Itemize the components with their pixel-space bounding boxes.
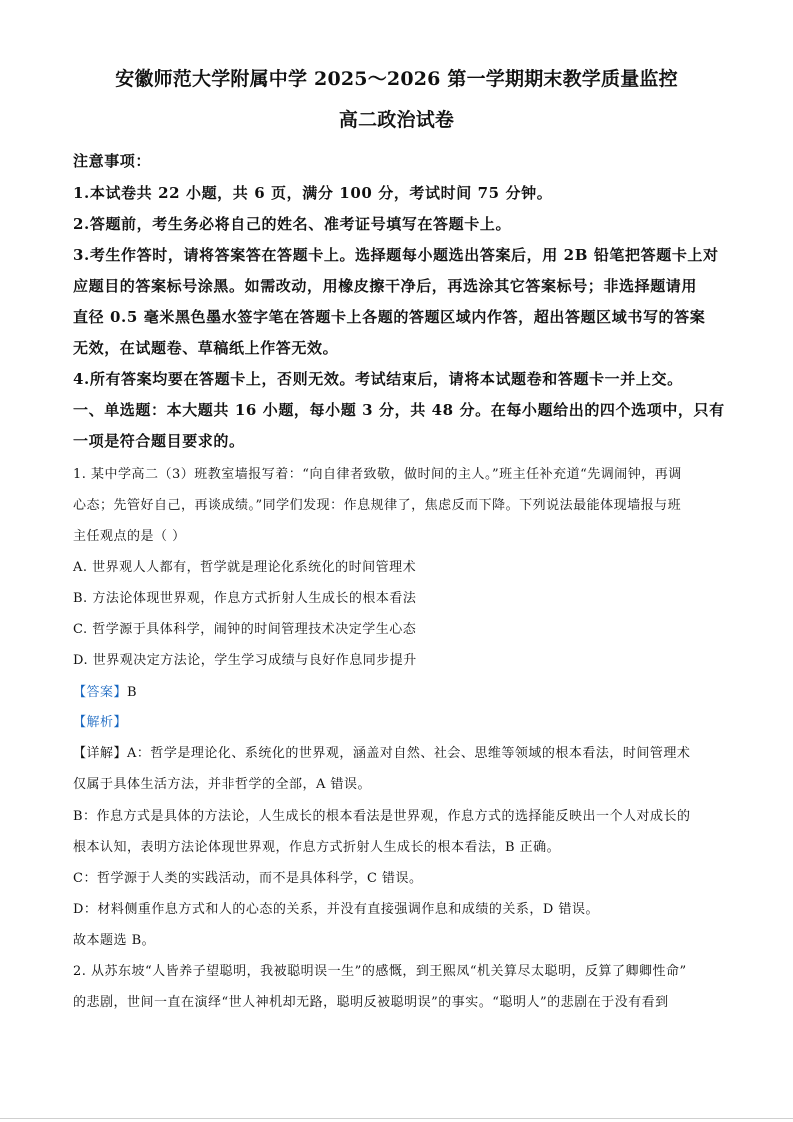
exam-subtitle: 高二政治试卷 bbox=[338, 109, 455, 131]
notice-item-3-line-3: 直径 0.5 毫米黑色墨水签字笔在答题卡上各题的答题区域内作答，超出答题区域书写的答案 bbox=[73, 308, 706, 326]
detail-text-a: A：哲学是理论化、系统化的世界观，涵盖对自然、社会、思维等领域的根本看法，时间管理术 bbox=[127, 746, 691, 761]
detail-label: 【详解】 bbox=[73, 746, 128, 761]
q2-stem-line-2: 的悲剧，世间一直在演绎“世人神机却无路，聪明反被聪明误”的事实。“聪明人”的悲剧在于没有看到 bbox=[73, 995, 669, 1010]
q1-detail-c: C：哲学源于人类的实践活动，而不是具体科学，C 错误。 bbox=[73, 871, 423, 886]
q1-answer bbox=[73, 681, 137, 700]
answer-value: B bbox=[127, 685, 138, 700]
notice-item-3-line-4: 无效，在试题卷、草稿纸上作答无效。 bbox=[73, 339, 339, 357]
section-heading-line-1: 一、单选题：本大题共 16 小题，每小题 3 分，共 48 分。在每小题给出的四个选项中，只有 bbox=[73, 401, 725, 419]
q1-option-d: D. 世界观决定方法论，学生学习成绩与良好作息同步提升 bbox=[73, 653, 417, 668]
q1-stem-line-2: 心态；先管好自己，再谈成绩。”同学们发现：作息规律了，焦虑反而下降。下列说法最能体现墙报与班 bbox=[73, 498, 682, 513]
q2-stem-line-1: 2. 从苏东坡“人皆养子望聪明，我被聪明误一生”的感慨，到王熙凤“机关算尽太聪明，反算了卿卿性命” bbox=[73, 964, 687, 979]
q1-option-b: B. 方法论体现世界观，作息方式折射人生成长的根本看法 bbox=[73, 591, 417, 606]
q1-detail-line-1 bbox=[73, 742, 690, 761]
answer-label: 【答案】 bbox=[73, 685, 128, 700]
notice-item-3-line-2: 应题目的答案标号涂黑。如需改动，用橡皮擦干净后，再选涂其它答案标号；非选择题请用 bbox=[73, 277, 698, 295]
q1-conclusion: 故本题选 B。 bbox=[73, 933, 156, 948]
q1-option-a: A. 世界观人人都有，哲学就是理论化系统化的时间管理术 bbox=[73, 560, 417, 575]
q1-detail-b-line-2: 根本认知，表明方法论体现世界观，作息方式折射人生成长的根本看法，B 正确。 bbox=[73, 840, 561, 855]
q1-stem-line-3: 主任观点的是（ ） bbox=[73, 529, 186, 544]
notice-item-2: 2.答题前，考生务必将自己的姓名、准考证号填写在答题卡上。 bbox=[73, 215, 512, 233]
q1-detail-b-line-1: B：作息方式是具体的方法论，人生成长的根本看法是世界观，作息方式的选择能反映出一个人对成长的 bbox=[73, 809, 691, 824]
exam-title: 安徽师范大学附属中学 2025～2026 第一学期期末教学质量监控 bbox=[115, 68, 678, 90]
q1-detail-d: D：材料侧重作息方式和人的心态的关系，并没有直接强调作息和成绩的关系，D 错误。 bbox=[73, 902, 599, 917]
notice-item-1: 1.本试卷共 22 小题，共 6 页，满分 100 分，考试时间 75 分钟。 bbox=[73, 184, 553, 202]
notice-heading: 注意事项： bbox=[73, 152, 152, 170]
page-bottom-divider bbox=[0, 1118, 793, 1119]
q1-detail-line-2: 仅属于具体生活方法，并非哲学的全部，A 错误。 bbox=[73, 777, 372, 792]
section-heading-line-2: 一项是符合题目要求的。 bbox=[73, 432, 245, 450]
q1-stem-line-1: 1. 某中学高二（3）班教室墙报写着：“向自律者致敬，做时间的主人。”班主任补充道“先调闹钟，再调 bbox=[73, 467, 682, 482]
q1-option-c: C. 哲学源于具体科学，闹钟的时间管理技术决定学生心态 bbox=[73, 622, 417, 637]
notice-item-3-line-1: 3.考生作答时，请将答案答在答题卡上。选择题每小题选出答案后，用 2B 铅笔把答题卡上对 bbox=[73, 246, 719, 264]
analysis-label: 【解析】 bbox=[73, 715, 128, 730]
notice-item-4: 4.所有答案均要在答题卡上，否则无效。考试结束后，请将本试题卷和答题卡一并上交。 bbox=[73, 370, 683, 388]
